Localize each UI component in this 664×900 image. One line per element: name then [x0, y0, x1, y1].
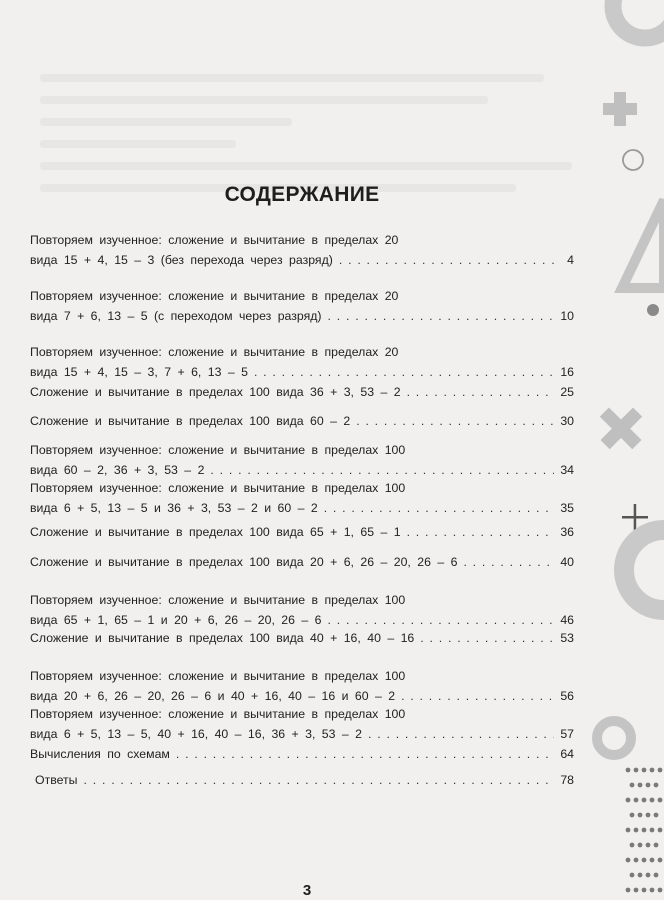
triangle-icon	[622, 200, 664, 288]
toc-entry	[30, 230, 574, 270]
toc-entry-title: Повторяем изученное: сложение и вычитание в пределах 20	[30, 345, 399, 359]
cross-icon	[600, 407, 642, 449]
toc-entry	[30, 744, 574, 764]
toc-entry	[30, 522, 574, 542]
toc-page-number: 56	[560, 689, 574, 703]
toc-entry-subtitle: вида 60 – 2, 36 + 3, 53 – 2	[30, 463, 205, 477]
decor-shapes	[590, 0, 664, 900]
toc-entry-subtitle: вида 6 + 5, 13 – 5 и 36 + 3, 53 – 2 и 60 – 2	[30, 501, 318, 515]
toc-entry-title: Повторяем изученное: сложение и вычитание в пределах 100	[30, 593, 406, 607]
toc-entry-title: Сложение и вычитание в пределах 100 вида 40 + 16, 40 – 16	[30, 631, 415, 645]
toc-entry-subtitle: вида 15 + 4, 15 – 3 (без перехода через разряд)	[30, 253, 333, 267]
dot-leader	[339, 250, 554, 270]
dot-leader	[84, 770, 555, 790]
toc-entry-subtitle: вида 20 + 6, 26 – 20, 26 – 6 и 40 + 16, 40 – 16 и 60 – 2	[30, 689, 396, 703]
toc-entry	[30, 666, 574, 706]
toc-entry-subtitle: вида 7 + 6, 13 – 5 (с переходом через разряд)	[30, 309, 322, 323]
dot-leader	[407, 382, 554, 402]
toc-entry-title: Повторяем изученное: сложение и вычитание в пределах 100	[30, 443, 406, 457]
toc-entry-title: Сложение и вычитание в пределах 100 вида 20 + 6, 26 – 20, 26 – 6	[30, 555, 458, 569]
toc-entry	[30, 590, 574, 630]
dot-leader	[328, 610, 554, 630]
toc-entry	[30, 478, 574, 518]
toc-page-number: 40	[560, 555, 574, 569]
toc-entry-title: Вычисления по схемам	[30, 747, 170, 761]
dot-icon	[647, 304, 659, 316]
toc-entry-subtitle: вида 65 + 1, 65 – 1 и 20 + 6, 26 – 20, 26 – 6	[30, 613, 322, 627]
dot-leader	[210, 460, 554, 480]
toc-page-number: 57	[560, 727, 574, 741]
dot-grid-icon	[626, 768, 663, 893]
dot-leader	[254, 362, 554, 382]
toc-entry-title: Сложение и вычитание в пределах 100 вида 60 – 2	[30, 414, 351, 428]
toc-entry	[30, 286, 574, 326]
toc-entry-title: Повторяем изученное: сложение и вычитание в пределах 100	[30, 707, 406, 721]
ring-icon	[597, 721, 631, 755]
dot-leader	[463, 552, 554, 572]
toc-entry-subtitle: вида 15 + 4, 15 – 3, 7 + 6, 13 – 5	[30, 365, 248, 379]
toc-entry-subtitle: вида 6 + 5, 13 – 5, 40 + 16, 40 – 16, 36 + 3, 53 – 2	[30, 727, 362, 741]
toc-entry	[30, 704, 574, 744]
toc-page-number: 36	[560, 525, 574, 539]
dot-leader	[407, 522, 554, 542]
circle-ring-icon	[624, 530, 664, 610]
toc-page-number: 16	[560, 365, 574, 379]
toc-entry	[30, 411, 574, 431]
toc-entry	[30, 382, 574, 402]
toc-entry-title: Повторяем изученное: сложение и вычитание в пределах 100	[30, 481, 406, 495]
circle-ring-icon	[613, 0, 664, 38]
toc-entry-title: Повторяем изученное: сложение и вычитание в пределах 20	[30, 289, 399, 303]
page-number: 3	[302, 882, 312, 899]
dot-leader	[356, 411, 554, 431]
toc-entry	[30, 770, 574, 790]
toc-entry-title: Сложение и вычитание в пределах 100 вида 36 + 3, 53 – 2	[30, 385, 401, 399]
toc-page-number: 46	[560, 613, 574, 627]
toc-entry-title: Ответы	[35, 773, 78, 787]
toc-page-number: 25	[560, 385, 574, 399]
dot-leader	[420, 628, 554, 648]
dot-leader	[368, 724, 554, 744]
dot-leader	[401, 686, 554, 706]
dot-leader	[176, 744, 554, 764]
toc-page-number: 64	[560, 747, 574, 761]
toc-page-number: 10	[560, 309, 574, 323]
toc-page-number: 4	[567, 253, 574, 267]
toc-entry	[30, 342, 574, 382]
page-title: СОДЕРЖАНИЕ	[224, 183, 380, 206]
small-ring-icon	[623, 150, 643, 170]
toc-entry	[30, 552, 574, 572]
toc-entry-title: Повторяем изученное: сложение и вычитание в пределах 20	[30, 233, 399, 247]
toc-page-number: 34	[560, 463, 574, 477]
toc-page-number: 30	[560, 414, 574, 428]
toc-entry	[30, 440, 574, 480]
toc-entry-title: Повторяем изученное: сложение и вычитание в пределах 100	[30, 669, 406, 683]
plus-icon	[603, 92, 637, 126]
toc-entry	[30, 628, 574, 648]
dot-leader	[324, 498, 554, 518]
toc-page-number: 53	[560, 631, 574, 645]
toc-page-number: 78	[560, 773, 574, 787]
toc-entry-title: Сложение и вычитание в пределах 100 вида 65 + 1, 65 – 1	[30, 525, 401, 539]
dot-leader	[328, 306, 554, 326]
toc-page-number: 35	[560, 501, 574, 515]
